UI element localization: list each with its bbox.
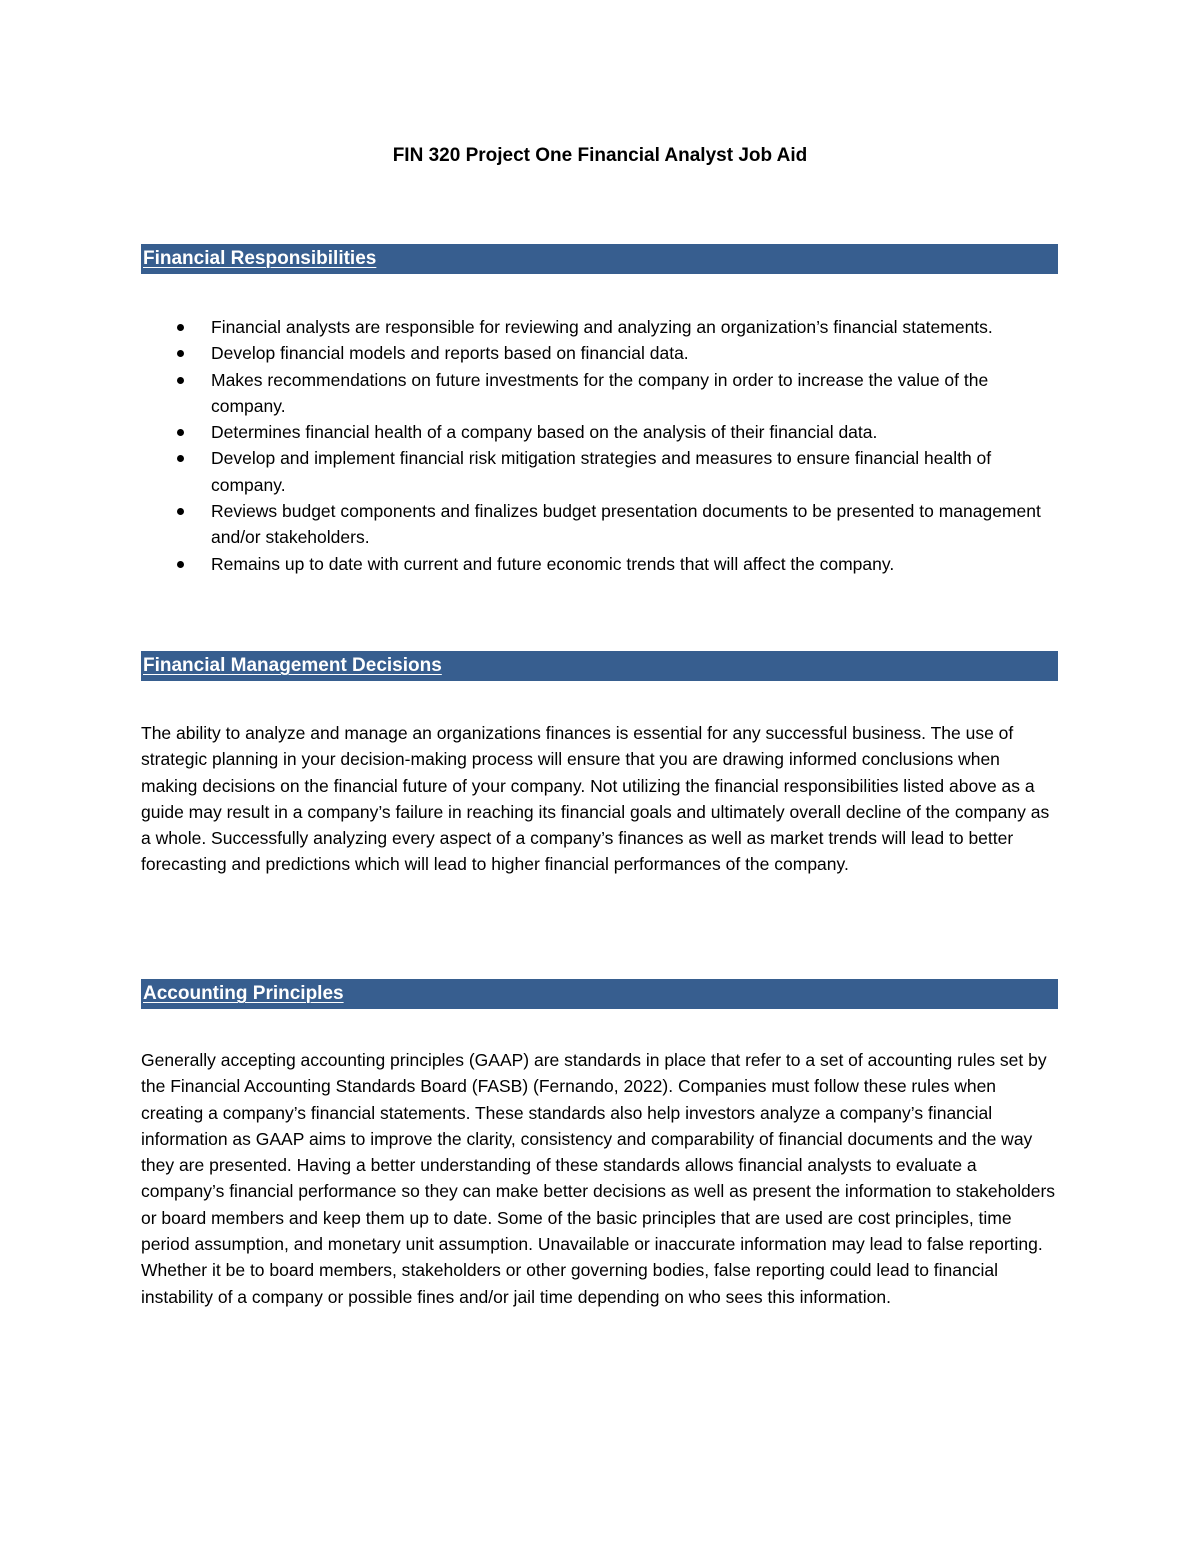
- list-item: [141, 551, 1041, 577]
- bullet-icon: [177, 377, 184, 384]
- section-heading: Accounting Principles: [143, 983, 344, 1004]
- responsibilities-list: [141, 314, 1041, 577]
- bullet-icon: [177, 324, 184, 331]
- list-item-text: Makes recommendations on future investments for the company in order to increase the value of the company.: [211, 369, 989, 416]
- list-item-text: Develop and implement financial risk mitigation strategies and measures to ensure financial health of company.: [211, 448, 992, 495]
- list-item-text: Determines financial health of a company based on the analysis of their financial data.: [211, 422, 878, 443]
- list-item-text: Reviews budget components and finalizes budget presentation documents to be presented to management and/or stakeholders.: [211, 501, 1041, 548]
- list-item: [141, 367, 1041, 420]
- accounting-principles-paragraph: Generally accepting accounting principles (GAAP) are standards in place that refer to a set of accounting rules set by the Financial Accounting Standards Board (FASB) (Fernando, 2022). Companies must follow these rules when creating a company’s financial statements. These standards also help investors analyze a company’s financial information as GAAP aims to improve the clarity, consistency and comparability of financial documents and the way they are presented. Having a better understanding of these standards allows financial analysts to evaluate a company’s financial performance so they can make better decisions as well as present the information to stakeholders or board members and keep them up to date. Some of the basic principles that are used are cost principles, time period assumption, and monetary unit assumption. Unavailable or inaccurate information may lead to false reporting. Whether it be to board members, stakeholders or other governing bodies, false reporting could lead to financial instability of a company or possible fines and/or jail time depending on who sees this information.: [141, 1050, 1056, 1307]
- section-heading: Financial Management Decisions: [143, 655, 442, 676]
- bullet-icon: [177, 561, 184, 568]
- list-item-text: Develop financial models and reports based on financial data.: [211, 343, 689, 364]
- bullet-icon: [177, 508, 184, 515]
- bullet-icon: [177, 455, 184, 462]
- document-title: FIN 320 Project One Financial Analyst Job Aid: [392, 145, 808, 166]
- list-item: [141, 419, 1041, 445]
- section-header-financial-management-decisions: [141, 651, 1058, 681]
- list-item: [141, 498, 1041, 551]
- list-item-text: Remains up to date with current and future economic trends that will affect the company.: [211, 553, 895, 574]
- list-item: [141, 314, 1041, 340]
- list-item: [141, 340, 1041, 366]
- list-item-text: Financial analysts are responsible for reviewing and analyzing an organization’s financial statements.: [211, 317, 993, 337]
- section-heading: Financial Responsibilities: [143, 248, 377, 269]
- section-header-accounting-principles: [141, 979, 1058, 1009]
- financial-management-paragraph: The ability to analyze and manage an organizations finances is essential for any successful business. The use of strategic planning in your decision-making process will ensure that you are drawing informed conclusions when making decisions on the financial future of your company. Not utilizing the financial responsibilities listed above as a guide may result in a company’s failure in reaching its financial goals and ultimately overall decline of the company as a whole. Successfully analyzing every aspect of a company’s finances as well as market trends will lead to better forecasting and predictions which will lead to higher financial performances of the company.: [141, 723, 1050, 875]
- bullet-icon: [177, 350, 184, 357]
- section-header-financial-responsibilities: [141, 244, 1058, 274]
- list-item: [141, 445, 1041, 498]
- bullet-icon: [177, 429, 184, 436]
